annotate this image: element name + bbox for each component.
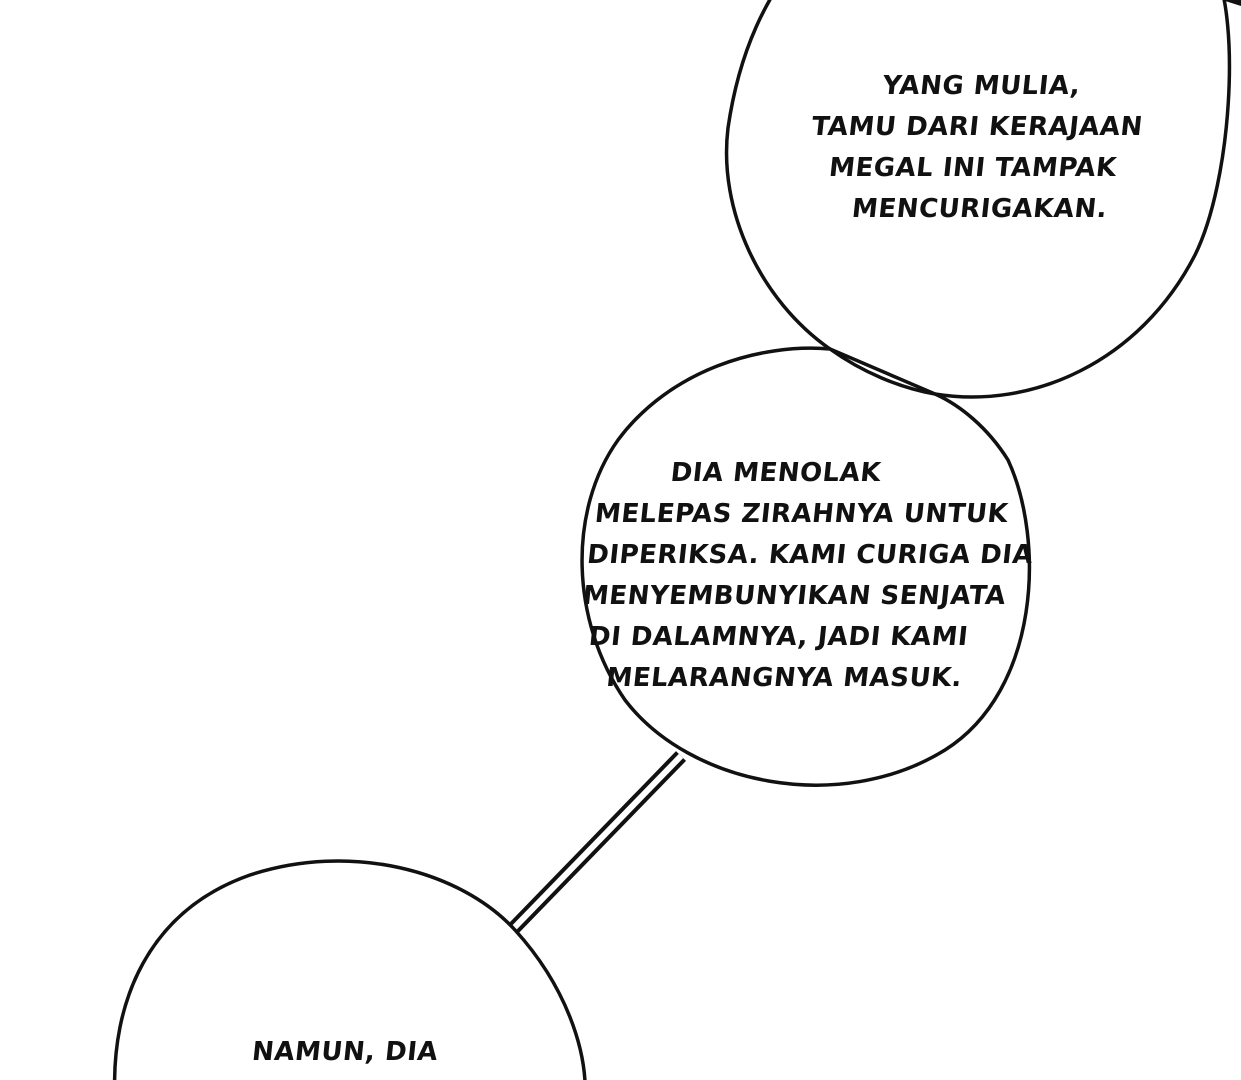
speech-line: MEGAL INI TAMPAK (827, 153, 1119, 183)
bubble-connector (512, 756, 681, 930)
speech-line: DIA MENOLAK (669, 458, 883, 488)
speech-text-middle (572, 453, 1035, 699)
speech-line: MELARANGNYA MASUK. (604, 663, 964, 693)
speech-text-top (786, 66, 1163, 230)
speech-line: DI DALAMNYA, JADI KAMI (587, 622, 970, 652)
speech-text-bottom (203, 1032, 487, 1073)
speech-line: YANG MULIA, (881, 71, 1082, 101)
speech-line: MELEPAS ZIRAHNYA UNTUK (593, 499, 1010, 529)
speech-line: NAMUN, DIA (250, 1037, 440, 1067)
speech-line: MENYEMBUNYIKAN SENJATA (581, 581, 1008, 611)
speech-line: DIPERIKSA. KAMI CURIGA DIA (585, 540, 1035, 570)
speech-line: MENCURIGAKAN. (850, 194, 1109, 224)
speech-line: TAMU DARI KERAJAAN (810, 112, 1145, 142)
